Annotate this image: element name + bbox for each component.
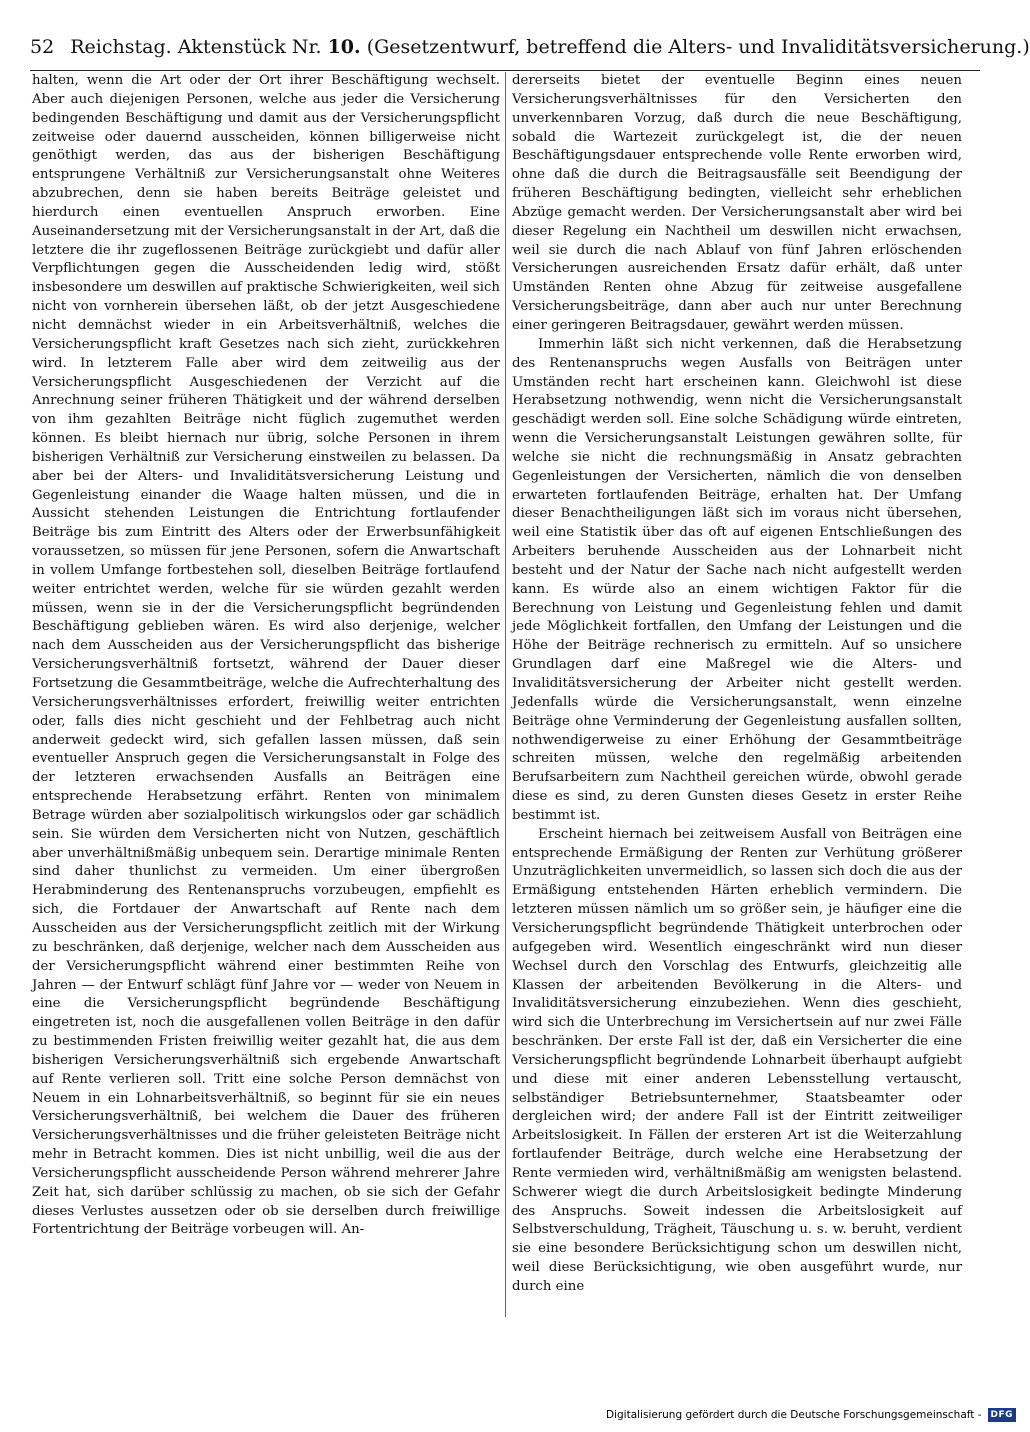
- footer-credit: Digitalisierung gefördert durch die Deutsche Forschungsgemeinschaft -: [606, 1409, 982, 1421]
- left-paragraph-1: halten, wenn die Art oder der Ort ihrer Beschäftigung wechselt. Aber auch diejenigen Personen, welche aus jeder die Versicherung bedingenden Beschäftigung und damit aus der Versicherungspflicht zeitweise oder dauernd ausscheiden, können billigerweise nicht genöthigt werden, das aus der bisherigen Beschäftigung entsprungene Verhältniß zur Versicherungsanstalt ohne Weiteres abzubrechen, denn sie haben bereits Beiträge geleistet und hierdurch einen eventuellen Anspruch erworben. Eine Auseinandersetzung mit der Versicherungsanstalt in der Art, daß die letztere die ihr zugeflossenen Beiträge zurückgiebt und dafür aller Verpflichtungen gegen die Ausscheidenden ledig wird, stößt insbesondere um deswillen auf praktische Schwierigkeiten, weil sich nicht von vornherein übersehen läßt, ob der jetzt Ausgeschiedene nicht demnächst wieder in ein Arbeitsverhältniß, welches die Versicherungspflicht kraft Gesetzes nach sich zieht, zurückkehren wird. In letzterem Falle aber wird dem zeitweilig aus der Versicherungspflicht Ausgeschiedenen der Verzicht auf die Anrechnung seiner früheren Thätigkeit und der während derselben von ihm gezahlten Beiträge nicht füglich zugemuthet werden können. Es bleibt hiernach nur übrig, solche Personen in ihrem bisherigen Verhältniß zur Versicherung einstweilen zu belassen. Da aber bei der Alters- und Invaliditätsversicherung Leistung und Gegenleistung einander die Waage halten müssen, und die in Aussicht stehenden Leistungen die Entrichtung fortlaufender Beiträge bis zum Eintritt des Alters oder der Erwerbsunfähigkeit voraussetzen, so müssen für jene Personen, sofern die Anwartschaft in vollem Umfange fortbestehen soll, dieselben Beiträge fortlaufend weiter entrichtet werden, welche für sie würden gezahlt werden müssen, wenn sie in der die Versicherungspflicht begründenden Beschäftigung geblieben wären. Es wird also derjenige, welcher nach dem Ausscheiden aus der Versicherungspflicht das bisherige Versicherungsverhältniß fortsetzt, während der Dauer dieser Fortsetzung die Gesammtbeiträge, welche die Aufrechterhaltung des Versicherungsverhältnisses erfordert, freiwillig weiter entrichten oder, falls dies nicht geschieht und der Fehlbetrag auch nicht anderweit gedeckt wird, sich gefallen lassen müssen, daß sein eventueller Anspruch gegen die Versicherungsanstalt in Folge des der letzteren erwachsenden Ausfalls an Beiträgen eine entsprechende Herabsetzung erfährt. Renten von minimalem Betrage würden aber sozialpolitisch wirkungslos oder gar schädlich sein. Sie würden dem Versicherten nicht von Nutzen, geschäftlich aber unverhältnißmäßig unbequem sein. Derartige minimale Renten sind daher thunlichst zu vermeiden. Um einer übergroßen Herabminderung des Rentenanspruchs vorzubeugen, empfiehlt es sich, die Fortdauer der Anwartschaft auf Rente nach dem Ausscheiden aus der Versicherungspflicht zeitlich mit der Wirkung zu beschränken, daß derjenige, welcher nach dem Ausscheiden aus der Versicherungspflicht während einer bestimmten Reihe von Jahren — der Entwurf schlägt fünf Jahre vor — weder von Neuem in eine die Versicherungspflicht begründende Beschäftigung eingetreten ist, noch die ausgefallenen vollen Beiträge in den dafür zu bestimmenden Fristen freiwillig weiter gezahlt hat, die aus dem bisherigen Versicherungsverhältniß sich ergebende Anwartschaft auf Rente verlieren soll. Tritt eine solche Person demnächst von Neuem in ein Lohnarbeitsverhältniß, so beginnt für sie ein neues Versicherungsverhältniß, bei welchem die Dauer des früheren Versicherungsverhältnisses und die früher geleisteten Beiträge nicht mehr in Betracht kommen. Dies ist nicht unbillig, weil die aus der Versicherungspflicht ausscheidende Person während mehrerer Jahre Zeit hat, sich darüber schlüssig zu machen, ob sie sich der Gefahr dieses Verlustes aussetzen oder ob sie derselben durch freiwillige Fortentrichtung der Beiträge vorbeugen will. An-: [32, 73, 500, 1238]
- page-number: 52: [30, 36, 55, 58]
- header-subtitle: (Gesetzentwurf, betreffend die Alters- und Invaliditätsversicherung.): [366, 36, 1030, 58]
- column-divider: [505, 72, 506, 1317]
- header-document-number: 10.: [327, 36, 361, 58]
- header-chamber: Reichstag.: [70, 36, 172, 58]
- page-header: [30, 30, 1030, 71]
- right-paragraph-1: dererseits bietet der eventuelle Beginn eines neuen Versicherungsverhältnisses für den Versicherten den unverkennbaren Vorzug, daß durch die neue Beschäftigung, sobald die Wartezeit zurückgelegt ist, die der neuen Beschäftigungsdauer entsprechende volle Rente erworben wird, ohne daß die durch die Beitragsausfälle seit Beendigung der früheren Beschäftigung bedingten, vielleicht sehr erheblichen Abzüge gemacht werden. Der Versicherungsanstalt aber wird bei dieser Regelung ein Nachtheil um deswillen nicht erwachsen, weil sie durch die nach Ablauf von fünf Jahren erlöschenden Versicherungen ausreichenden Ersatz dafür erhält, daß unter Umständen Renten ohne Abzug für zeitweise ausgefallene Versicherungsbeiträge, dann aber auch nur unter Berechnung einer geringeren Beitragsdauer, gewährt werden müssen.: [512, 73, 962, 333]
- right-paragraph-3: Erscheint hiernach bei zeitweisem Ausfall von Beiträgen eine entsprechende Ermäßigung der Renten zur Verhütung größerer Unzuträglichkeiten unvermeidlich, so lassen sich doch die aus der Ermäßigung entstehenden Härten erheblich vermindern. Die letzteren müssen nämlich um so größer sein, je häufiger eine die Versicherungspflicht begründende Thätigkeit unterbrochen oder aufgegeben wird. Wesentlich eingeschränkt wird nun dieser Wechsel durch den Vorschlag des Entwurfs, gleichzeitig alle Klassen der arbeitenden Bevölkerung in die Alters- und Invaliditätsversicherung einzubeziehen. Wenn dies geschieht, wird sich die Unterbrechung im Versichertsein auf nur zwei Fälle beschränken. Der erste Fall ist der, daß ein Versicherter die eine Versicherungspflicht begründende Lohnarbeit überhaupt aufgiebt und diese mit einer anderen Lebensstellung vertauscht, selbständiger Betriebsunternehmer, Staatsbeamter oder dergleichen wird; der andere Fall ist der Eintritt zeitweiliger Arbeitslosigkeit. In Fällen der ersteren Art ist die Weiterzahlung fortlaufender Beiträge, durch welche eine Herabsetzung der Rente vermieden wird, verhältnißmäßig am wenigsten belastend. Schwerer wiegt die durch Arbeitslosigkeit bedingte Minderung des Anspruchs. Soweit indessen die Arbeitslosigkeit auf Selbstverschuldung, Trägheit, Täuschung u. s. w. beruht, verdient sie eine besondere Berücksichtigung schon um deswillen nicht, weil diese Berücksichtigung, wie oben ausgeführt wurde, nur durch eine: [512, 826, 962, 1294]
- left-column: [32, 72, 500, 1322]
- right-paragraph-2: Immerhin läßt sich nicht verkennen, daß die Herabsetzung des Rentenanspruchs wegen Ausfalls von Beiträgen unter Umständen recht hart erscheinen kann. Gleichwohl ist diese Herabsetzung nothwendig, wenn nicht die Versicherungsanstalt geschädigt werden soll. Eine solche Schädigung würde eintreten, wenn die Versicherungsanstalt Leistungen gewähren sollte, für welche sie nicht die rechnungsmäßig in Ansatz gebrachten Gegenleistungen der Versicherten, nämlich die von denselben erwarteten fortlaufenden Beiträge, erhalten hat. Der Umfang dieser Benachtheiligungen läßt sich im voraus nicht übersehen, weil eine Statistik über das oft auf eigenen Entschließungen des Arbeiters beruhende Ausscheiden aus der Lohnarbeit nicht besteht und der Natur der Sache nach nicht aufgestellt werden kann. Es würde also an einem wichtigen Faktor für die Berechnung von Leistung und Gegenleistung fehlen und damit jede Möglichkeit fortfallen, den Umfang der Leistungen und die Höhe der Beiträge rechnerisch zu ermitteln. Auf so unsichere Grundlagen darf eine Maßregel wie die Alters- und Invaliditätsversicherung der Arbeiter nicht gestellt werden. Jedenfalls würde die Versicherungsanstalt, wenn einzelne Beiträge ohne Verminderung der Gegenleistung ausfallen sollten, nothwendigerweise zu einer Erhöhung der Gesammtbeiträge schreiten müssen, welche den regelmäßig arbeitenden Berufsarbeitern zum Nachtheil gereichen würde, obwohl gerade diese es sind, zu deren Gunsten dieses Gesetz in erster Reihe bestimmt ist.: [512, 336, 962, 823]
- right-column: [512, 72, 962, 1294]
- header-document-label: Aktenstück Nr.: [177, 36, 322, 58]
- digitization-footer: [606, 1407, 1016, 1423]
- dfg-logo-icon: DFG: [988, 1408, 1017, 1422]
